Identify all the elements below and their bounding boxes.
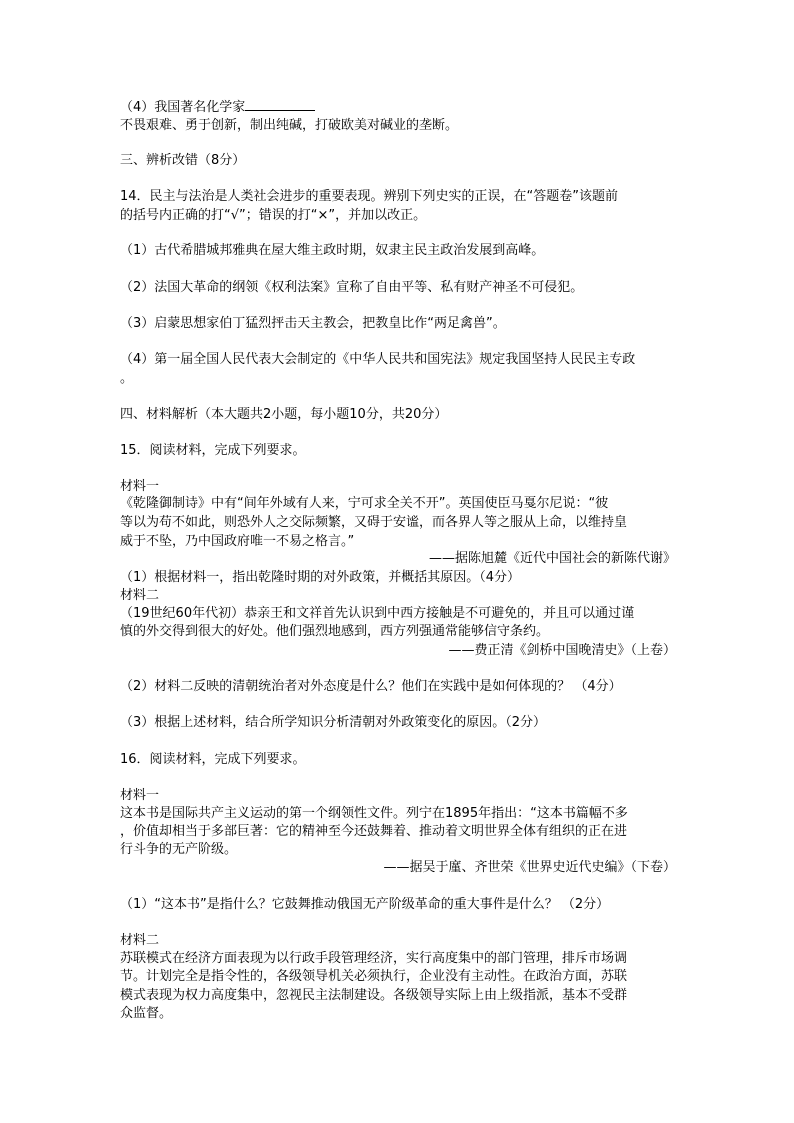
answer-blank[interactable] (245, 97, 315, 111)
q15-sub-1: （1）根据材料一，指出乾隆时期的对外政策，并概括其原因。（4分） (120, 570, 521, 585)
q13-4-label: （4）我国著名化学家 (120, 100, 246, 115)
q15-sub-3: （3）根据上述材料，结合所学知识分析清朝对外政策变化的原因。（2分） (120, 715, 547, 730)
section-3-title: 三、辨析改错（8分） (120, 153, 246, 168)
q14-intro-line-2: 的括号内正确的打“√”；错误的打“×”，并加以改正。 (120, 208, 427, 223)
q15-material-2-source: ——费正清《剑桥中国晚清史》（上卷） (448, 643, 676, 658)
q16-material-2-line-3: 模式表现为权力高度集中，忽视民主法制建设。各级领导实际上由上级指派，基本不受群 (120, 988, 628, 1003)
q14-item-4-cont: 。 (120, 371, 134, 386)
q16-material-1-line-3: 行斗争的无产阶级。 (120, 842, 238, 857)
q16-material-1-source: ——据吴于廑、齐世荣《世界史近代史编》（下卷） (383, 860, 676, 875)
q15-material-1-line-3: 威于不坠，乃中国政府唯一不易之格言。” (120, 534, 355, 549)
q16-material-1-line-1: 这本书是国际共产主义运动的第一个纲领性文件。列宁在1895年指出：“这本书篇幅不多 (120, 806, 628, 821)
q15-intro: 15．阅读材料，完成下列要求。 (120, 443, 306, 458)
q16-material-2-line-4: 众监督。 (120, 1006, 173, 1021)
q16-material-2-line-1: 苏联模式在经济方面表现为以行政手段管理经济，实行高度集中的部门管理，排斥市场调 (120, 951, 628, 966)
q16-sub-1: （1）“这本书”是指什么？它鼓舞推动俄国无产阶级革命的重大事件是什么？ （2分） (120, 897, 610, 912)
q13-4-line (120, 97, 676, 117)
q14-intro-line-1: 14．民主与法治是人类社会进步的重要表现。辨别下列史实的正误，在“答题卷”该题前 (120, 189, 619, 204)
q15-sub-2: （2）材料二反映的清朝统治者对外态度是什么？他们在实践中是如何体现的？ （4分） (120, 679, 622, 694)
q15-material-1-source: ——据陈旭麓《近代中国社会的新陈代谢》 (428, 551, 676, 566)
q14-item-4: （4）第一届全国人民代表大会制定的《中华人民共和国宪法》规定我国坚持人民民主专政 (120, 352, 636, 367)
q15-material-2-line-1: （19世纪60年代初）恭亲王和文祥首先认识到中西方接触是不可避免的，并且可以通过谨 (120, 606, 635, 621)
q14-item-2: （2）法国大革命的纲领《权利法案》宣称了自由平等、私有财产神圣不可侵犯。 (120, 280, 584, 295)
q15-material-1-line-2: 等以为苟不如此，则恐外人之交际频繁，又碍于安谧，而各界人等之服从上命，以维持皇 (120, 515, 628, 530)
q16-material-2-label: 材料二 (120, 933, 160, 948)
q15-material-1-line-1: 《乾隆御制诗》中有“间年外域有人来，宁可求全关不开”。英国使臣马戛尔尼说：“彼 (120, 496, 609, 511)
q15-material-1-label: 材料一 (120, 479, 160, 494)
q16-material-1-line-2: ，价值却相当于多部巨著：它的精神至今还鼓舞着、推动着文明世界全体有组织的正在进 (120, 824, 628, 839)
q16-intro: 16．阅读材料，完成下列要求。 (120, 752, 306, 767)
section-4-title: 四、材料解析（本大题共2小题，每小题10分，共20分） (120, 407, 448, 422)
q16-material-2-line-2: 节。计划完全是指令性的，各级领导机关必须执行，企业没有主动性。在政治方面，苏联 (120, 969, 628, 984)
q15-material-2-line-2: 慎的外交得到很大的好处。他们强烈地感到，西方列强通常能够信守条约。 (120, 624, 550, 639)
q13-4-desc: 不畏艰难、勇于创新，制出纯碱，打破欧美对碱业的垄断。 (120, 118, 459, 133)
q15-material-2-label: 材料二 (120, 588, 160, 603)
q16-material-1-label: 材料一 (120, 788, 160, 803)
q14-item-1: （1）古代希腊城邦雅典在屋大维主政时期，奴隶主民主政治发展到高峰。 (120, 243, 545, 258)
q14-item-3: （3）启蒙思想家伯丁猛烈抨击天主教会，把教皇比作“两足禽兽”。 (120, 316, 506, 331)
